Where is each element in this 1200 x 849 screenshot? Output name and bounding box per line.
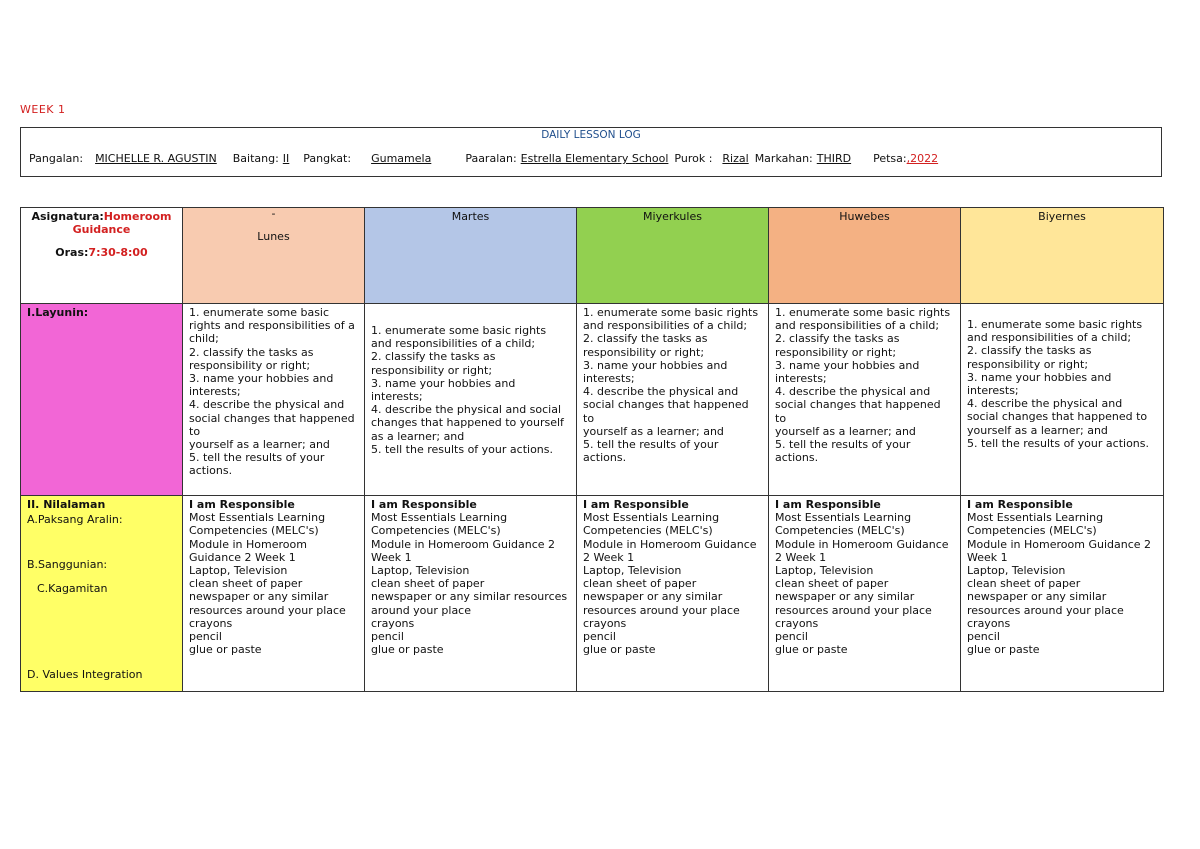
topic-title-friday: I am Responsible: [967, 498, 1073, 511]
layunin-label-cell: [21, 304, 183, 496]
day-header-wednesday: Miyerkules: [577, 208, 769, 304]
purok-value: Rizal: [722, 152, 749, 165]
resources-friday: Most Essentials Learning Competencies (MELC's) Module in Homeroom Guidance 2 Week 1 Laptop, Television clean sheet of paper newspaper or any similar resources around your place crayons pencil glue or paste: [967, 511, 1152, 657]
pangkat-value: Gumamela: [371, 152, 432, 165]
nilalaman-row: [21, 496, 1164, 692]
nilalaman-wednesday: [577, 496, 769, 692]
layunin-row: [21, 304, 1164, 496]
oras-label: Oras:: [55, 246, 89, 260]
day-header-tuesday: Martes: [365, 208, 577, 304]
baitang-value: II: [282, 152, 290, 165]
nilalaman-tuesday: [365, 496, 577, 692]
nilalaman-thursday: [769, 496, 961, 692]
resources-wednesday: Most Essentials Learning Competencies (MELC's) Module in Homeroom Guidance 2 Week 1 Laptop, Television clean sheet of paper newspaper or any similar resources around your place crayons pencil glue or paste: [583, 511, 757, 657]
asignatura-value: Homeroom Guidance: [72, 210, 172, 237]
baitang-label: Baitang:: [232, 152, 279, 165]
markahan-label: Markahan:: [754, 152, 813, 165]
kagamitan-label: C.Kagamitan: [37, 581, 108, 595]
layunin-friday: 1. enumerate some basic rights and responsibilities of a child; 2. classify the tasks as responsibility or right; 3. name your hobbies and interests; 4. describe the physical and social changes that happened to yourself as a learner; and 5. tell the results of your actions.: [961, 304, 1164, 496]
purok-label: Purok :: [674, 152, 713, 165]
paaralan-label: Paaralan:: [465, 152, 517, 165]
layunin-monday: 1. enumerate some basic rights and responsibilities of a child; 2. classify the tasks as responsibility or right; 3. name your hobbies and interests; 4. describe the physical and social changes that happened to yourself as a learner; and 5. tell the results of your actions.: [183, 304, 365, 496]
petsa-value: ,2022: [906, 152, 939, 165]
monday-mark: -: [271, 207, 276, 220]
resources-tuesday: Most Essentials Learning Competencies (MELC's) Module in Homeroom Guidance 2 Week 1 Laptop, Television clean sheet of paper newspaper or any similar resources around your place crayons pencil glue or paste: [371, 511, 568, 657]
topic-title-wednesday: I am Responsible: [583, 498, 689, 511]
day-header-friday: Biyernes: [961, 208, 1164, 304]
lesson-log-header: [20, 127, 1162, 177]
paksang-aralin-label: A.Paksang Aralin:: [27, 513, 123, 527]
monday-label: Lunes: [257, 230, 290, 243]
lesson-log-table: [20, 207, 1164, 692]
document-title: DAILY LESSON LOG: [541, 129, 641, 141]
sanggunian-label: B.Sanggunian:: [27, 558, 108, 572]
day-header-row: [21, 208, 1164, 304]
pangalan-label: Pangalan:: [29, 152, 84, 165]
layunin-wednesday: 1. enumerate some basic rights and responsibilities of a child; 2. classify the tasks as responsibility or right; 3. name your hobbies and interests; 4. describe the physical and social changes that happened to yourself as a learner; and 5. tell the results of your actions.: [577, 304, 769, 496]
petsa-label: Petsa:: [873, 152, 907, 165]
nilalaman-monday: [183, 496, 365, 692]
layunin-label: I.Layunin:: [27, 306, 89, 319]
day-header-monday: [183, 208, 365, 304]
day-header-thursday: Huwebes: [769, 208, 961, 304]
topic-title-monday: I am Responsible: [189, 498, 295, 511]
teacher-info-row: [29, 152, 938, 165]
subject-cell: [21, 208, 183, 304]
resources-monday: Most Essentials Learning Competencies (MELC's) Module in Homeroom Guidance 2 Week 1 Laptop, Television clean sheet of paper newspaper or any similar resources around your place crayons pencil glue or paste: [189, 511, 346, 657]
asignatura-label: Asignatura:: [31, 210, 104, 223]
oras-value: 7:30-8:00: [88, 246, 148, 260]
pangalan-value: MICHELLE R. AGUSTIN: [95, 152, 217, 165]
layunin-tuesday: 1. enumerate some basic rights and responsibilities of a child; 2. classify the tasks as responsibility or right; 3. name your hobbies and interests; 4. describe the physical and social changes that happened to yourself as a learner; and 5. tell the results of your actions.: [365, 304, 577, 496]
week-label: WEEK 1: [20, 103, 66, 116]
nilalaman-label: II. Nilalaman: [27, 498, 106, 511]
pangkat-label: Pangkat:: [303, 152, 352, 165]
paaralan-value: Estrella Elementary School: [520, 152, 669, 165]
markahan-value: THIRD: [816, 152, 852, 165]
nilalaman-friday: [961, 496, 1164, 692]
nilalaman-label-cell: [21, 496, 183, 692]
values-integration-label: D. Values Integration: [27, 667, 143, 681]
topic-title-thursday: I am Responsible: [775, 498, 881, 511]
layunin-thursday: 1. enumerate some basic rights and responsibilities of a child; 2. classify the tasks as responsibility or right; 3. name your hobbies and interests; 4. describe the physical and social changes that happened to yourself as a learner; and 5. tell the results of your actions.: [769, 304, 961, 496]
resources-thursday: Most Essentials Learning Competencies (MELC's) Module in Homeroom Guidance 2 Week 1 Laptop, Television clean sheet of paper newspaper or any similar resources around your place crayons pencil glue or paste: [775, 511, 949, 657]
topic-title-tuesday: I am Responsible: [371, 498, 477, 511]
